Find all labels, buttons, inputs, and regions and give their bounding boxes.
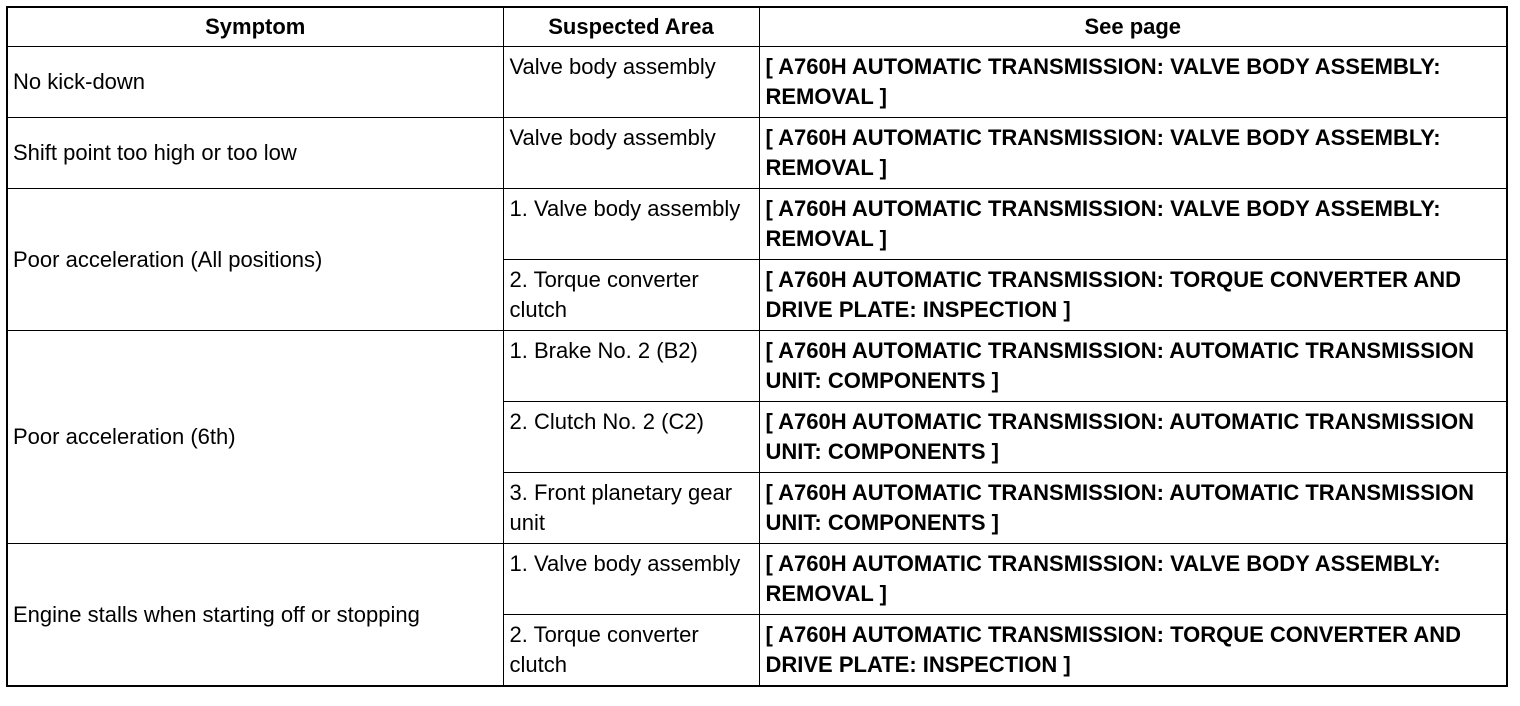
see-page-link[interactable]: [ A760H AUTOMATIC TRANSMISSION: AUTOMATIC TRANSMISSION UNIT: COMPONENTS ] [759,331,1507,402]
suspected-area-cell: 2. Clutch No. 2 (C2) [503,402,759,473]
symptom-cell: Engine stalls when starting off or stopping [7,544,503,687]
table-row [7,47,1507,118]
see-page-link[interactable]: [ A760H AUTOMATIC TRANSMISSION: AUTOMATIC TRANSMISSION UNIT: COMPONENTS ] [759,402,1507,473]
table-row [7,189,1507,260]
see-page-link[interactable]: [ A760H AUTOMATIC TRANSMISSION: VALVE BODY ASSEMBLY: REMOVAL ] [759,118,1507,189]
suspected-area-cell: 3. Front planetary gear unit [503,473,759,544]
table-row [7,544,1507,615]
symptom-table [6,6,1508,687]
symptom-header: Symptom [7,7,503,47]
suspected-area-cell: Valve body assembly [503,47,759,118]
see-page-link[interactable]: [ A760H AUTOMATIC TRANSMISSION: VALVE BODY ASSEMBLY: REMOVAL ] [759,189,1507,260]
suspected-area-header: Suspected Area [503,7,759,47]
symptom-cell: Shift point too high or too low [7,118,503,189]
header-row [7,7,1507,47]
see-page-header: See page [759,7,1507,47]
suspected-area-cell: Valve body assembly [503,118,759,189]
see-page-link[interactable]: [ A760H AUTOMATIC TRANSMISSION: AUTOMATIC TRANSMISSION UNIT: COMPONENTS ] [759,473,1507,544]
suspected-area-cell: 2. Torque converter clutch [503,615,759,687]
see-page-link[interactable]: [ A760H AUTOMATIC TRANSMISSION: VALVE BODY ASSEMBLY: REMOVAL ] [759,47,1507,118]
suspected-area-cell: 1. Brake No. 2 (B2) [503,331,759,402]
see-page-link[interactable]: [ A760H AUTOMATIC TRANSMISSION: TORQUE CONVERTER AND DRIVE PLATE: INSPECTION ] [759,615,1507,687]
suspected-area-cell: 1. Valve body assembly [503,544,759,615]
see-page-link[interactable]: [ A760H AUTOMATIC TRANSMISSION: VALVE BODY ASSEMBLY: REMOVAL ] [759,544,1507,615]
symptom-cell: No kick-down [7,47,503,118]
suspected-area-cell: 2. Torque converter clutch [503,260,759,331]
table-row [7,331,1507,402]
table-row [7,118,1507,189]
suspected-area-cell: 1. Valve body assembly [503,189,759,260]
symptom-cell: Poor acceleration (All positions) [7,189,503,331]
see-page-link[interactable]: [ A760H AUTOMATIC TRANSMISSION: TORQUE CONVERTER AND DRIVE PLATE: INSPECTION ] [759,260,1507,331]
symptom-cell: Poor acceleration (6th) [7,331,503,544]
